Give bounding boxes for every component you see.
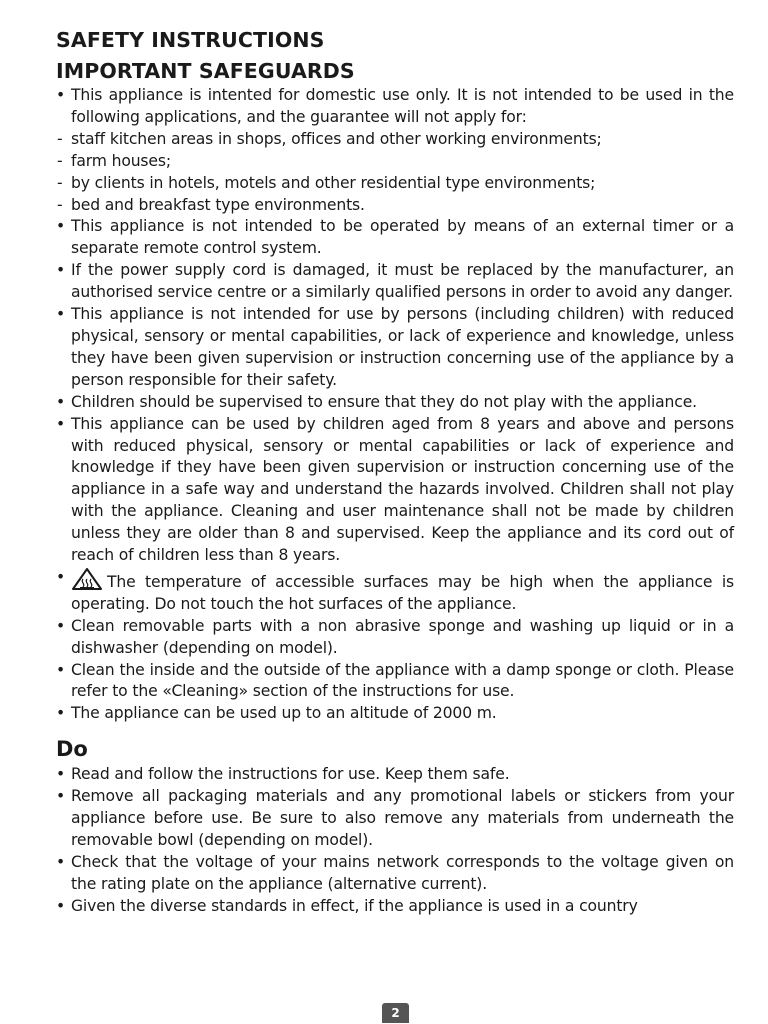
list-item-text: bed and breakfast type environments. bbox=[71, 195, 365, 214]
bullet-list-item bbox=[56, 414, 734, 567]
page-content bbox=[56, 26, 734, 918]
list-item-text: Read and follow the instructions for use. Keep them safe. bbox=[71, 765, 510, 784]
list-item-text: If the power supply cord is damaged, it must be replaced by the manufacturer, an authorised service centre or a similarly qualified persons in order to avoid any danger. bbox=[71, 261, 734, 302]
list-item-text: by clients in hotels, motels and other residential type environments; bbox=[71, 173, 596, 192]
bullet-marker: • bbox=[56, 852, 66, 871]
bullet-marker: • bbox=[56, 896, 66, 915]
bullet-marker: • bbox=[56, 392, 66, 411]
hot-surface-warning-icon bbox=[71, 567, 103, 591]
list-item-text: The temperature of accessible surfaces may be high when the appliance is operating. Do not touch the hot surfaces of the appliance. bbox=[71, 572, 734, 613]
bullet-list-item bbox=[56, 786, 734, 852]
list-item-text: Clean the inside and the outside of the appliance with a damp sponge or cloth. Please refer to the «Cleaning» section of the instructions for use. bbox=[71, 660, 734, 701]
bullet-list-item bbox=[56, 304, 734, 392]
bullet-list-item bbox=[56, 660, 734, 704]
list-item-text: This appliance is intented for domestic use only. It is not intended to be used in the following applications, and the guarantee will not apply for: bbox=[71, 86, 734, 126]
dash-list-item bbox=[56, 173, 734, 195]
dash-marker: - bbox=[57, 129, 63, 148]
do-list bbox=[56, 764, 734, 917]
bullet-list-item bbox=[56, 567, 734, 616]
bullet-marker: • bbox=[56, 787, 66, 806]
dash-list-item bbox=[56, 151, 734, 173]
bullet-list-item bbox=[56, 260, 734, 304]
dash-marker: - bbox=[57, 195, 63, 214]
bullet-marker: • bbox=[56, 305, 66, 324]
bullet-marker: • bbox=[56, 261, 66, 280]
section-title: SAFETY INSTRUCTIONS bbox=[56, 28, 325, 52]
bullet-marker: • bbox=[56, 616, 66, 635]
bullet-list-item bbox=[56, 392, 734, 414]
dash-marker: - bbox=[57, 173, 63, 192]
bullet-marker: • bbox=[56, 414, 66, 433]
do-title: Do bbox=[56, 737, 88, 762]
list-item-text: Check that the voltage of your mains network corresponds to the voltage given on the rating plate on the appliance (alternative current). bbox=[71, 852, 734, 893]
bullet-marker: • bbox=[56, 86, 66, 104]
list-item-text: This appliance is not intended to be operated by means of an external timer or a separate remote control system. bbox=[71, 217, 734, 258]
list-item-text: Clean removable parts with a non abrasive sponge and washing up liquid or in a dishwasher (depending on model). bbox=[71, 616, 734, 657]
safeguards-list bbox=[56, 85, 734, 725]
bullet-list-item bbox=[56, 85, 734, 129]
list-item-text: Children should be supervised to ensure that they do not play with the appliance. bbox=[71, 392, 697, 411]
bullet-list-item bbox=[56, 616, 734, 660]
dash-marker: - bbox=[57, 151, 63, 170]
page-number-badge: 2 bbox=[382, 1003, 409, 1023]
bullet-list-item bbox=[56, 703, 734, 725]
bullet-marker: • bbox=[56, 660, 66, 679]
list-item-text: This appliance can be used by children aged from 8 years and above and persons with reduced physical, sensory or mental capabilities or lack of experience and knowledge if they have been given supervision or instruction concerning use of the appliance in a safe way and understand the hazards involved. Children shall not play with the appliance. Cleaning and user maintenance shall not be made by children unless they are older than 8 and supervised. Keep the appliance and its cord out of reach of children less than 8 years. bbox=[71, 414, 734, 565]
bullet-list-item bbox=[56, 896, 734, 918]
list-item-text: Remove all packaging materials and any promotional labels or stickers from your appliance before use. Be sure to also remove any materials from underneath the removable bowl (depending on model). bbox=[71, 787, 734, 849]
bullet-list-item bbox=[56, 852, 734, 896]
list-item-text: Given the diverse standards in effect, if the appliance is used in a country bbox=[71, 896, 638, 915]
list-item-text: staff kitchen areas in shops, offices and other working environments; bbox=[71, 129, 602, 148]
bullet-marker: • bbox=[56, 704, 66, 723]
list-item-text: This appliance is not intended for use by persons (including children) with reduced physical, sensory or mental capabilities, or lack of experience and knowledge, unless they have been given supervision or instruction concerning use of the appliance by a person responsible for their safety. bbox=[71, 305, 734, 389]
bullet-marker: • bbox=[56, 567, 66, 586]
list-item-text: farm houses; bbox=[71, 151, 171, 170]
dash-list-item bbox=[56, 195, 734, 217]
bullet-marker: • bbox=[56, 217, 66, 236]
list-item-text: The appliance can be used up to an altitude of 2000 m. bbox=[71, 704, 497, 723]
bullet-list-item bbox=[56, 764, 734, 786]
bullet-marker: • bbox=[56, 765, 66, 784]
subsection-title: IMPORTANT SAFEGUARDS bbox=[56, 59, 355, 83]
bullet-list-item bbox=[56, 216, 734, 260]
dash-list-item bbox=[56, 129, 734, 151]
